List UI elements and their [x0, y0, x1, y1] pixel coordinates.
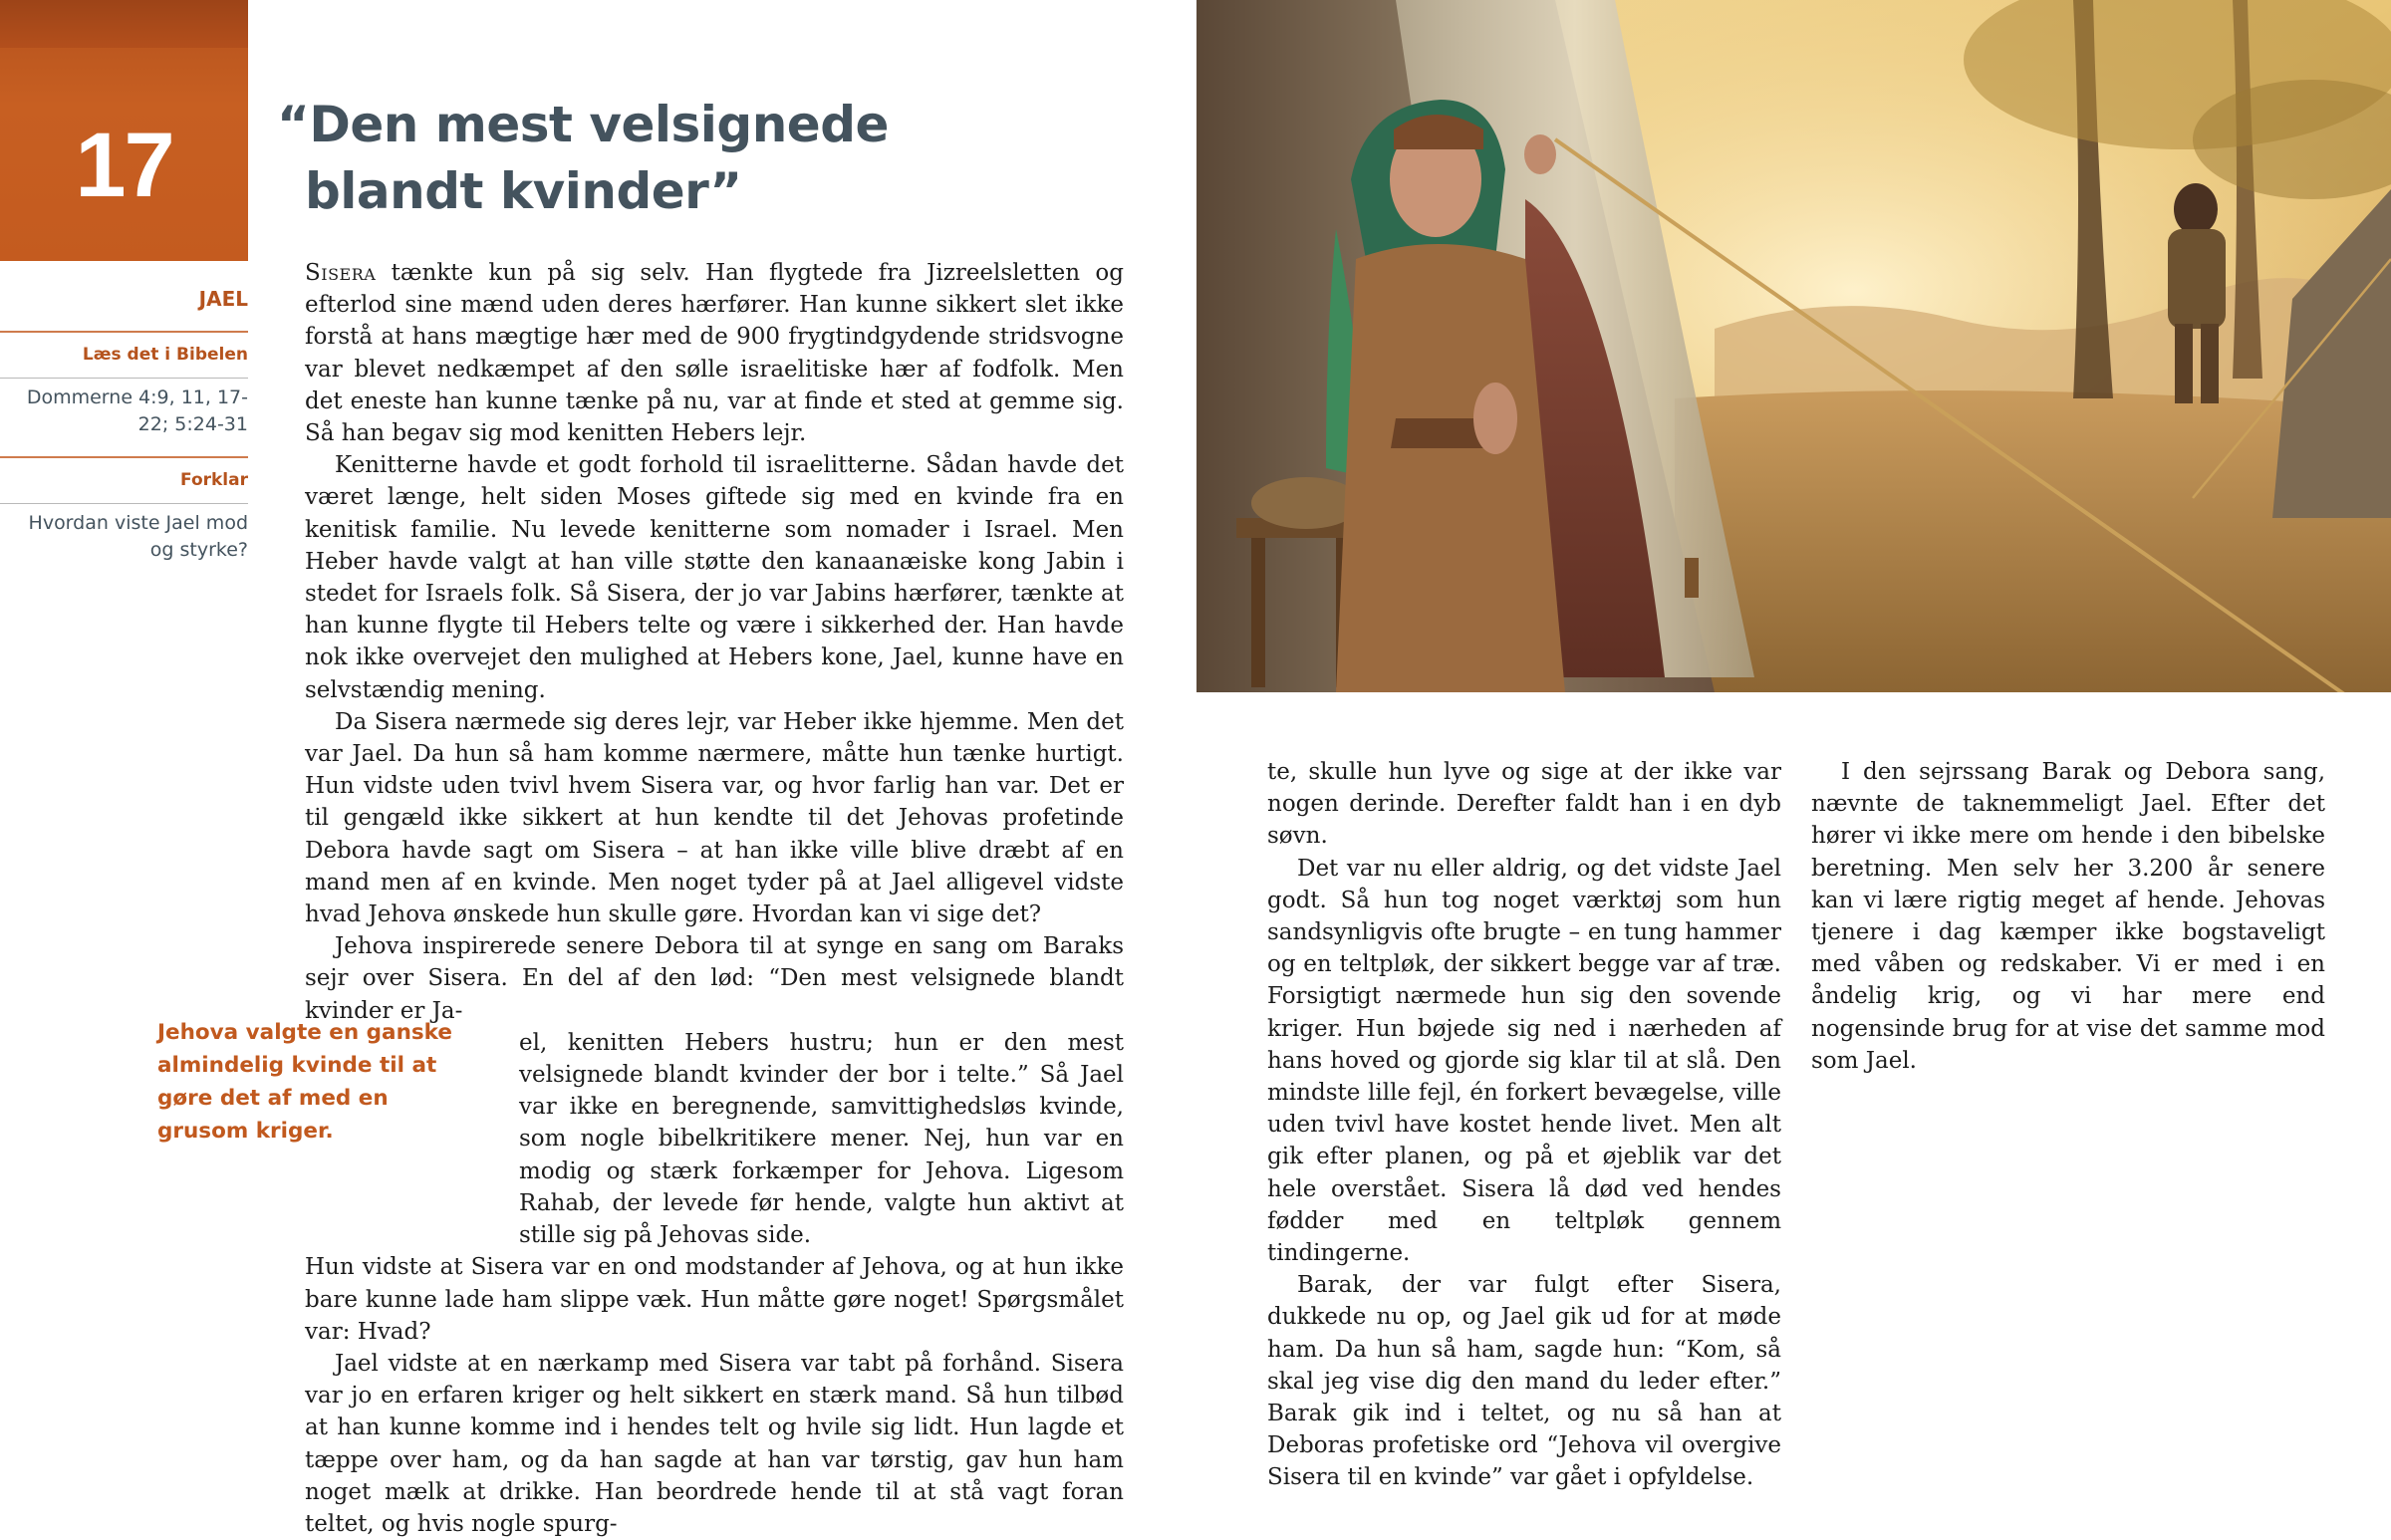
pull-quote: Jehova valgte en ganske almindelig kvinde til at gøre det af med en grusom kriger. [157, 1020, 452, 1144]
paragraph: Barak, der var fulgt efter Sisera, dukkede nu op, og Jael gik ud for at møde ham. Da hun så ham, sagde hun: “Kom, så skal jeg vise dig den mand du leder efter.” Barak gik ind i teltet, og nu så han at Deboras profetiske ord “Jehova vil overgive Sisera til en kvinde” var gået i opfyldelse. [1267, 1272, 1781, 1491]
sidebar-reference: Dommerne 4:9, 11, 17-22; 5:24-31 [26, 386, 248, 435]
paragraph-wrapped: el, kenitten Hebers hustru; hun er den mest velsignede blandt kvinder der bor i telte.” Så Jael var ikke en beregnende, samvittighedsløs kvinde, som nogle bibelkritikere mener. Nej, hun var en modig og stærk forkæmper for Jehova. Ligesom Rahab, der levede før hende, valgte hun aktivt at stille sig på Jehovas side. [519, 1029, 1124, 1249]
paragraph [305, 257, 1124, 449]
sidebar [0, 267, 248, 574]
lead-in: Sisera [305, 260, 377, 286]
sidebar-read-label: Læs det i Bibelen [82, 345, 248, 365]
body-column-3 [1811, 756, 2325, 1077]
title-line-2: blandt kvinder” [305, 162, 742, 220]
paragraph: te, skulle hun lyve og sige at der ikke var nogen derinde. Derefter faldt han i en dyb søvn. [1267, 759, 1781, 850]
paragraph: Jael vidste at en nærkamp med Sisera var tabt på forhånd. Sisera var jo en erfaren kriger og helt sikkert en stærk mand. Så hun tilbød at han kunne komme ind i hendes telt og hvile sig lidt. Hun lagde et tæppe over ham, og da han sagde at han var tørstig, gav hun ham noget mælk at drikke. Han beordrede hende til at stå vagt foran teltet, og hvis nogle spurg- [305, 1350, 1124, 1537]
title-line-1: “Den mest velsignede [277, 96, 889, 153]
page-title [277, 92, 895, 225]
lesson-badge [0, 0, 248, 261]
sidebar-name: JAEL [198, 287, 248, 311]
body-column-2 [1267, 756, 1781, 1494]
illustration-art [1196, 0, 2391, 692]
badge-stripe [0, 0, 248, 48]
sidebar-question: Hvordan viste Jael mod og styrke? [28, 512, 248, 561]
paragraph: I den sejrssang Barak og Debora sang, nævnte de taknemmeligt Jael. Efter det hører vi ikke mere om hende i den bibelske beretning. Men selv her 3.200 år senere kan vi lære rigtig meget af hende. Jehovas tjenere i dag kæmper ikke bogstaveligt med våben og redskaber. Vi er med i en åndelig krig, og vi har mere end nogensinde brug for at vise det samme mod som Jael. [1811, 759, 2325, 1074]
illustration [1196, 0, 2391, 692]
paragraph: Det var nu eller aldrig, og det vidste Jael godt. Så hun tog noget værktøj som hun sandsynligvis ofte brugte – en tung hammer og en teltpløk, der sikkert begge var af træ. Forsigtigt nærmede hun sig den sovende kriger. Hun bøjede sig ned i nærheden af hans hoved og gjorde sig klar til at slå. Den mindste lille fejl, én forkert bevægelse, ville uden tvivl have kostet hende livet. Men alt gik efter planen, og på et øjeblik var det hele overstået. Sisera lå død ved hendes fødder med en teltpløk gennem tindingerne. [1267, 855, 1781, 1267]
sidebar-explain-label: Forklar [180, 470, 248, 490]
body-column-1 [305, 257, 1124, 1540]
paragraph: Jehova inspirerede senere Debora til at synge en sang om Baraks sejr over Sisera. En del af den lød: “Den mest velsignede blandt kvinder er Ja- [305, 933, 1124, 1024]
paragraph: Hun vidste at Sisera var en ond modstander af Jehova, og at hun ikke bare kunne lade ham slippe væk. Hun måtte gøre noget! Spørgsmålet var: Hvad? [305, 1254, 1124, 1345]
lesson-number: 17 [75, 115, 173, 216]
paragraph: Kenitterne havde et godt forhold til israelitterne. Sådan havde det været længe, helt siden Moses giftede sig med en kvinde fra en kenitisk familie. Nu levede kenitterne som nomader i Israel. Men Heber havde valgt at han ville støtte den kanaanæiske kong Jabin i stedet for Israels folk. Så Sisera, der jo var Jabins hærfører, tænkte at han kunne flygte til Hebers telte og være i sikkerhed der. Han havde nok ikke overvejet den mulighed at Hebers kone, Jael, kunne have en selvstændig mening. [305, 452, 1124, 703]
paragraph-text: tænkte kun på sig selv. Han flygtede fra Jizreelsletten og efterlod sine mænd uden deres hærfører. Han kunne sikkert slet ikke forstå at hans mægtige hær med de 900 frygtindgydende stridsvogne var blevet nedkæmpet af den sølle israelitiske hær af fodfolk. Men det eneste han kunne tænke på nu, var at finde et sted at gemme sig. Så han begav sig mod kenitten Hebers lejr. [305, 260, 1124, 447]
paragraph: Da Sisera nærmede sig deres lejr, var Heber ikke hjemme. Men det var Jael. Da hun så ham komme nærmere, måtte hun tænke hurtigt. Hun vidste uden tvivl hvem Sisera var, og hvor farlig han var. Det er til gengæld ikke sikkert at hun kendte til det Jehovas profetinde Debora havde sagt om Sisera – at han ikke ville blive dræbt af en mand men af en kvinde. Men noget tyder på at Jael alligevel vidste hvad Jehova ønskede hun skulle gøre. Hvordan kan vi sige det? [305, 708, 1124, 928]
